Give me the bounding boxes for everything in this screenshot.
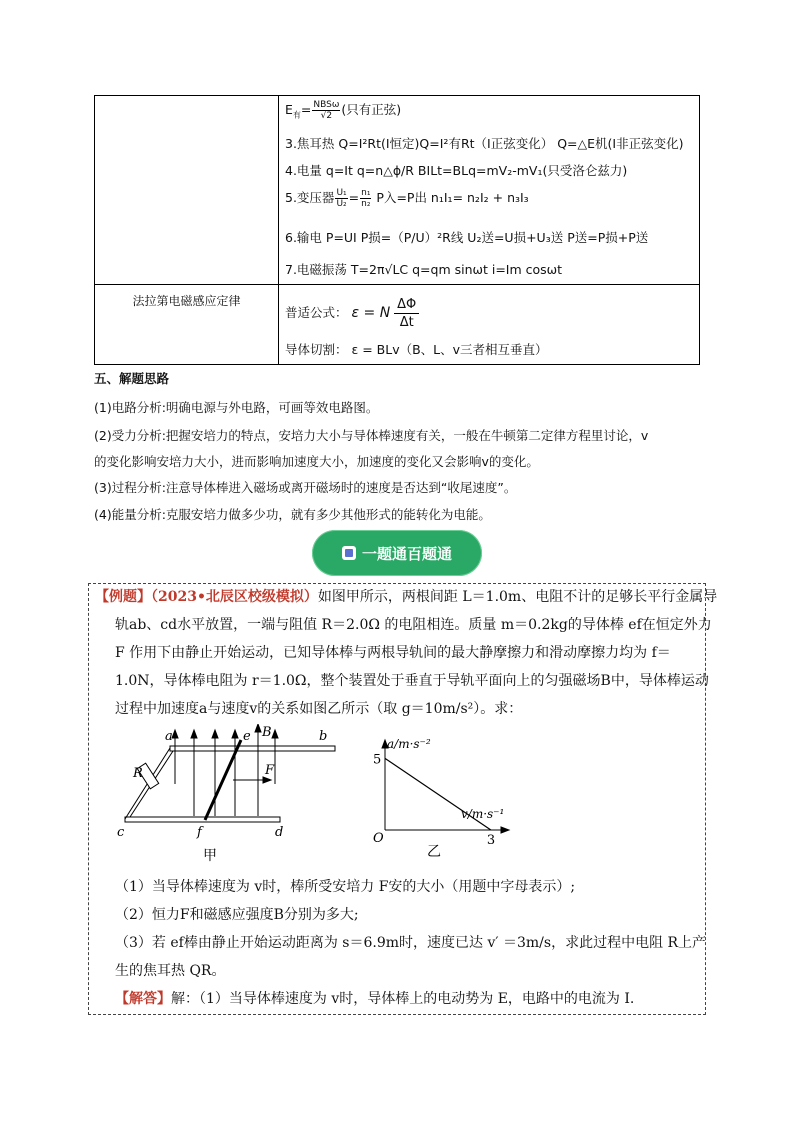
label-B: B [262,725,272,740]
graph-x-label: v/m·s⁻¹ [461,807,505,821]
figure-caption: 乙 [427,844,441,858]
figure-graph [365,734,515,858]
label-a: a [165,729,173,744]
fraction-den: n₂ [361,199,371,209]
fraction-den: U₂ [336,199,347,209]
fraction [312,100,340,121]
badge-label: 一题通百题通 [361,544,452,563]
section-heading: 五、解题思路 [94,371,170,386]
question-3-cont: 生的焦耳热 QR。 [115,963,226,979]
example-box [88,583,718,1015]
paragraph: 的变化影响安培力大小，进而影响加速度大小，加速度的变化又会影响v的变化。 [94,454,539,469]
graph-origin: O [373,831,384,846]
badge-icon [342,546,356,560]
formula-text: (只有正弦) [341,102,402,117]
section-badge [312,530,482,576]
fraction-den: Δt [399,315,414,330]
fraction [360,188,371,209]
label-d: d [275,825,284,840]
example-line: F 作用下由静止开始运动，已知导体棒与两根导轨间的最大静摩擦力和滑动摩擦力均为 f＝ [115,645,671,661]
example-line [95,586,717,606]
formula-faraday-general [285,296,419,331]
formula-sub: 有 [292,110,301,120]
example-text: 如图甲所示，两根间距 L＝1.0m、电阻不计的足够长平行金属导 [317,589,718,605]
fraction-den: √2 [320,111,333,121]
label-f: f [197,825,202,840]
law-name: 法拉第电磁感应定律 [132,294,241,308]
rail-ab [170,746,335,751]
paragraph: (3)过程分析:注意导体棒进入磁场或离开磁场时的速度是否达到“收尾速度”。 [94,480,517,495]
figure-circuit [115,724,355,864]
figure-caption: 甲 [203,848,217,864]
label-c: c [117,825,125,840]
graph-y-tick: 5 [373,752,382,768]
fraction [335,188,347,209]
formula-lhs: ε = N [351,305,391,321]
paragraph: (2)受力分析:把握安培力的特点，安培力大小与导体棒速度有关，一般在牛顿第二定律方程里讨论，v [94,428,649,443]
label-e: e [243,729,251,744]
formula-text: P入=P出 n₁I₁= n₂I₂ + n₃I₃ [372,190,529,205]
fraction [394,296,419,331]
answer-line [115,988,634,1008]
question-3: （3）若 ef棒由静止开始运动距离为 s＝6.9m时，速度已达 v′ ＝3m/s，求此过程中电阻 R上产 [115,935,707,951]
formula-text: = [348,190,360,205]
table-column-divider [278,96,279,364]
label-F: F [265,763,275,778]
formula-table [94,95,700,365]
label-R: R [133,766,143,781]
formula-charge: 4.电量 q=It q=n△ϕ/R BILt=BLq=mV₂-mV₁(只受洛仑兹力) [285,163,628,178]
formula-text: E [285,102,293,117]
formula-transformer [285,188,529,209]
formula-joule-heat: 3.焦耳热 Q=I²Rt(I恒定)Q=I²有Rt（I正弦变化） Q=△E机(I非正弦变化) [285,136,684,151]
formula-label: 普适公式： [285,305,348,320]
graph-x-tick: 3 [486,833,496,848]
example-line: 轨ab、cd水平放置，一端与阻值 R＝2.0Ω 的电阻相连。质量 m＝0.2kg的导体棒 ef在恒定外力 [115,617,712,633]
example-line: 过程中加速度a与速度v的关系如图乙所示（取 g＝10m/s²）。求： [115,701,523,717]
fraction-num: ΔΦ [394,296,419,314]
formula-emf-effective: $E_有=$ $\frac{\text{NBSω}}{√2}$ (只有正弦) [285,100,402,121]
paragraph: (1)电路分析:明确电源与外电路，可画等效电路图。 [94,400,379,415]
graph-y-label: a/m·s⁻² [387,737,431,751]
question-1: （1）当导体棒速度为 v时，棒所受安培力 F安的大小（用题中字母表示）; [115,879,576,895]
rail-cd [125,817,280,822]
formula-faraday-cutting: 导体切割： ε = BLv（B、L、v三者相互垂直） [285,342,548,357]
paragraph: (4)能量分析:克服安培力做多少功，就有多少其他形式的能转化为电能。 [94,507,491,522]
fraction-num: U₁ [336,188,347,198]
formula-text: 5.变压器 [285,190,335,205]
answer-tag: 【解答】 [115,991,171,1007]
answer-text: 解：（1）当导体棒速度为 v时，导体棒上的电动势为 E，电路中的电流为 I. [171,991,635,1007]
table-row-divider [95,284,699,285]
formula-transmission: 6.输电 P=UI P损=（P/U）²R线 U₂送=U损+U₃送 P送=P损+P送 [285,230,649,245]
example-line: 1.0N，导体棒电阻为 r＝1.0Ω，整个装置处于垂直于导轨平面向上的匀强磁场B中，导体棒运动 [115,673,709,689]
fraction-num: n₁ [361,188,371,198]
example-tag: 【例题】（2023•北辰区校级模拟） [95,589,318,605]
label-b: b [319,729,328,744]
fraction-num: NBSω [313,100,340,110]
formula-oscillation: 7.电磁振荡 T=2π√LC q=qm sinωt i=Im cosωt [285,262,563,277]
question-2: （2）恒力F和磁感应强度B分别为多大; [115,907,359,923]
